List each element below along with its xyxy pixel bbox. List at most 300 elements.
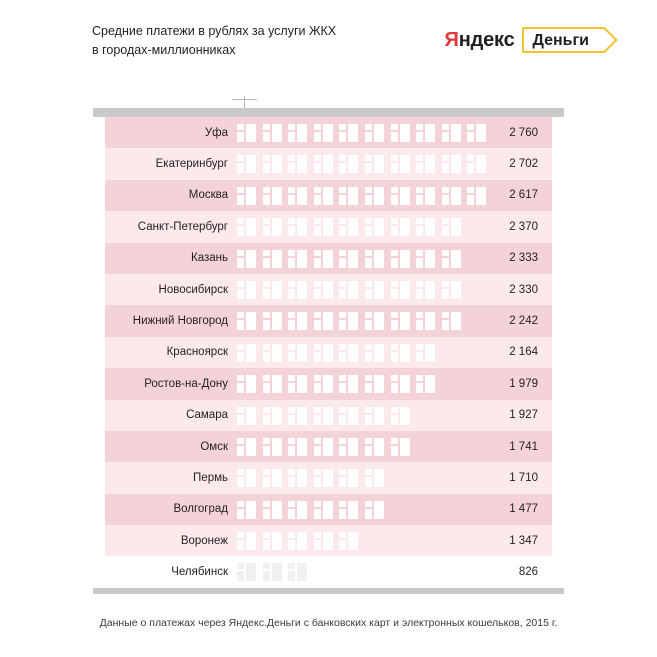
window-unit <box>442 218 461 236</box>
window-unit <box>365 124 384 142</box>
window-unit <box>467 155 486 173</box>
bar-windows <box>237 305 474 336</box>
window-transom <box>339 224 346 226</box>
window-mullion <box>321 438 323 456</box>
page-title-line2: в городах-миллионниках <box>92 43 236 57</box>
window-unit <box>288 563 307 581</box>
window-mullion <box>372 469 374 487</box>
window-mullion <box>295 344 297 362</box>
window-unit <box>263 407 282 425</box>
window-transom <box>288 287 295 289</box>
window-transom <box>467 161 474 163</box>
yandex-money-logo[interactable] <box>445 27 605 53</box>
city-label: Нижний Новгород <box>132 315 228 328</box>
window-transom <box>416 381 423 383</box>
window-unit <box>339 407 358 425</box>
window-unit <box>339 344 358 362</box>
window-unit <box>314 281 333 299</box>
window-transom <box>365 381 372 383</box>
chart-rows <box>105 117 552 588</box>
window-unit <box>237 250 256 268</box>
window-transom <box>288 193 295 195</box>
window-transom <box>339 287 346 289</box>
window-transom <box>288 475 295 477</box>
bar-windows <box>237 525 474 556</box>
window-mullion <box>244 407 246 425</box>
window-mullion <box>398 375 400 393</box>
window-mullion <box>398 187 400 205</box>
city-label: Ростов-на-Дону <box>144 377 228 390</box>
window-transom <box>263 538 270 540</box>
window-transom <box>237 507 244 509</box>
window-mullion <box>346 407 348 425</box>
window-mullion <box>321 281 323 299</box>
window-mullion <box>449 187 451 205</box>
window-transom <box>365 256 372 258</box>
window-unit <box>237 438 256 456</box>
window-transom <box>314 193 321 195</box>
window-transom <box>263 287 270 289</box>
window-mullion <box>321 155 323 173</box>
window-mullion <box>398 218 400 236</box>
window-transom <box>237 475 244 477</box>
window-unit <box>263 250 282 268</box>
window-mullion <box>372 218 374 236</box>
bar-windows <box>237 462 474 493</box>
window-mullion <box>346 532 348 550</box>
window-unit <box>288 469 307 487</box>
table-row <box>105 117 552 148</box>
window-mullion <box>270 250 272 268</box>
window-transom <box>263 130 270 132</box>
window-mullion <box>295 124 297 142</box>
window-unit <box>416 187 435 205</box>
window-mullion <box>423 218 425 236</box>
window-unit <box>288 218 307 236</box>
window-transom <box>365 507 372 509</box>
window-mullion <box>321 218 323 236</box>
bar-windows <box>237 274 474 305</box>
window-mullion <box>474 187 476 205</box>
window-transom <box>237 287 244 289</box>
table-row <box>105 305 552 336</box>
window-mullion <box>295 407 297 425</box>
window-transom <box>237 381 244 383</box>
window-transom <box>288 444 295 446</box>
window-transom <box>442 287 449 289</box>
antenna-icon <box>244 96 245 108</box>
window-mullion <box>270 469 272 487</box>
value-label: 2 702 <box>509 158 538 171</box>
value-label: 1 741 <box>509 440 538 453</box>
window-unit <box>288 532 307 550</box>
window-mullion <box>321 501 323 519</box>
window-transom <box>416 224 423 226</box>
window-mullion <box>244 438 246 456</box>
window-mullion <box>398 312 400 330</box>
window-unit <box>263 532 282 550</box>
window-transom <box>314 350 321 352</box>
window-transom <box>442 130 449 132</box>
value-label: 1 927 <box>509 409 538 422</box>
window-unit <box>263 344 282 362</box>
window-unit <box>442 312 461 330</box>
window-transom <box>391 256 398 258</box>
window-transom <box>263 161 270 163</box>
window-unit <box>339 124 358 142</box>
window-mullion <box>372 124 374 142</box>
window-transom <box>391 130 398 132</box>
window-mullion <box>244 375 246 393</box>
city-label: Омск <box>200 440 228 453</box>
window-transom <box>416 130 423 132</box>
city-label: Уфа <box>204 126 228 139</box>
window-mullion <box>346 218 348 236</box>
window-unit <box>263 438 282 456</box>
window-mullion <box>244 312 246 330</box>
city-label: Москва <box>188 189 228 202</box>
window-transom <box>416 318 423 320</box>
window-unit <box>263 563 282 581</box>
value-label: 1 710 <box>509 471 538 484</box>
window-unit <box>339 187 358 205</box>
window-transom <box>391 413 398 415</box>
window-transom <box>263 193 270 195</box>
table-row <box>105 431 552 462</box>
window-transom <box>467 193 474 195</box>
window-mullion <box>449 312 451 330</box>
window-unit <box>339 250 358 268</box>
window-unit <box>391 375 410 393</box>
window-transom <box>442 256 449 258</box>
window-mullion <box>346 187 348 205</box>
window-transom <box>237 161 244 163</box>
window-transom <box>339 538 346 540</box>
window-mullion <box>372 501 374 519</box>
window-mullion <box>449 155 451 173</box>
bar-windows <box>237 494 474 525</box>
bar-windows <box>237 180 474 211</box>
window-unit <box>416 344 435 362</box>
window-unit <box>314 250 333 268</box>
window-unit <box>365 312 384 330</box>
window-unit <box>339 218 358 236</box>
table-row <box>105 274 552 305</box>
table-row <box>105 337 552 368</box>
window-transom <box>237 413 244 415</box>
window-transom <box>237 256 244 258</box>
window-mullion <box>449 218 451 236</box>
window-mullion <box>474 124 476 142</box>
window-unit <box>288 344 307 362</box>
window-mullion <box>295 187 297 205</box>
window-mullion <box>372 375 374 393</box>
window-mullion <box>270 563 272 581</box>
window-mullion <box>321 407 323 425</box>
window-mullion <box>295 469 297 487</box>
window-unit <box>339 438 358 456</box>
window-mullion <box>295 375 297 393</box>
window-unit <box>288 124 307 142</box>
window-mullion <box>372 344 374 362</box>
window-mullion <box>270 124 272 142</box>
window-unit <box>442 155 461 173</box>
window-unit <box>263 155 282 173</box>
window-transom <box>288 507 295 509</box>
window-mullion <box>398 407 400 425</box>
window-mullion <box>270 281 272 299</box>
window-mullion <box>270 218 272 236</box>
window-unit <box>416 312 435 330</box>
window-mullion <box>295 281 297 299</box>
city-label: Екатеринбург <box>155 158 228 171</box>
window-transom <box>288 224 295 226</box>
window-transom <box>288 413 295 415</box>
window-mullion <box>321 250 323 268</box>
city-label: Воронеж <box>180 534 228 547</box>
window-transom <box>314 256 321 258</box>
window-transom <box>314 413 321 415</box>
window-transom <box>442 224 449 226</box>
header <box>0 0 657 96</box>
window-transom <box>314 287 321 289</box>
window-mullion <box>321 375 323 393</box>
window-unit <box>391 155 410 173</box>
window-unit <box>314 501 333 519</box>
window-mullion <box>372 312 374 330</box>
window-transom <box>288 381 295 383</box>
window-unit <box>416 250 435 268</box>
window-mullion <box>398 344 400 362</box>
window-mullion <box>321 187 323 205</box>
page-title-line1: Средние платежи в рублях за услуги ЖКХ <box>92 24 337 38</box>
window-transom <box>391 381 398 383</box>
city-label: Санкт-Петербург <box>137 220 228 233</box>
window-mullion <box>321 344 323 362</box>
window-mullion <box>346 438 348 456</box>
city-label: Пермь <box>193 471 228 484</box>
window-mullion <box>244 250 246 268</box>
window-mullion <box>295 438 297 456</box>
bar-windows <box>237 368 474 399</box>
window-transom <box>263 256 270 258</box>
window-mullion <box>270 187 272 205</box>
window-transom <box>416 256 423 258</box>
window-unit <box>391 312 410 330</box>
window-unit <box>365 218 384 236</box>
window-mullion <box>346 469 348 487</box>
window-mullion <box>423 375 425 393</box>
window-mullion <box>346 281 348 299</box>
window-mullion <box>295 532 297 550</box>
window-mullion <box>346 312 348 330</box>
window-transom <box>314 381 321 383</box>
window-transom <box>314 130 321 132</box>
window-unit <box>467 187 486 205</box>
window-unit <box>237 563 256 581</box>
window-transom <box>365 130 372 132</box>
window-transom <box>288 256 295 258</box>
window-transom <box>442 161 449 163</box>
window-unit <box>314 218 333 236</box>
window-unit <box>288 281 307 299</box>
window-transom <box>365 193 372 195</box>
window-transom <box>314 507 321 509</box>
window-unit <box>237 407 256 425</box>
window-unit <box>288 407 307 425</box>
table-row <box>105 556 552 587</box>
window-unit <box>237 124 256 142</box>
window-transom <box>314 444 321 446</box>
window-mullion <box>372 281 374 299</box>
window-unit <box>237 187 256 205</box>
window-mullion <box>372 155 374 173</box>
window-mullion <box>321 532 323 550</box>
window-unit <box>391 438 410 456</box>
window-unit <box>237 281 256 299</box>
window-transom <box>365 444 372 446</box>
window-unit <box>263 312 282 330</box>
window-transom <box>365 350 372 352</box>
window-unit <box>288 501 307 519</box>
page-title <box>92 22 422 60</box>
window-transom <box>263 381 270 383</box>
window-mullion <box>244 218 246 236</box>
window-unit <box>416 124 435 142</box>
window-unit <box>442 187 461 205</box>
table-row <box>105 211 552 242</box>
window-transom <box>237 444 244 446</box>
table-row <box>105 148 552 179</box>
window-transom <box>391 318 398 320</box>
value-label: 826 <box>518 566 538 579</box>
window-mullion <box>372 407 374 425</box>
window-transom <box>263 475 270 477</box>
window-mullion <box>295 155 297 173</box>
window-mullion <box>295 563 297 581</box>
window-mullion <box>398 250 400 268</box>
window-transom <box>365 318 372 320</box>
window-transom <box>339 130 346 132</box>
window-mullion <box>244 344 246 362</box>
window-transom <box>237 569 244 571</box>
table-row <box>105 494 552 525</box>
window-mullion <box>244 469 246 487</box>
window-transom <box>365 475 372 477</box>
window-mullion <box>372 187 374 205</box>
table-row <box>105 243 552 274</box>
window-transom <box>263 350 270 352</box>
window-transom <box>314 161 321 163</box>
yandex-wordmark-red-letter: Я <box>444 28 459 51</box>
window-mullion <box>346 375 348 393</box>
window-unit <box>237 218 256 236</box>
window-transom <box>263 224 270 226</box>
value-label: 2 330 <box>509 283 538 296</box>
window-unit <box>314 187 333 205</box>
window-unit <box>339 312 358 330</box>
window-transom <box>416 287 423 289</box>
window-unit <box>365 438 384 456</box>
window-transom <box>416 193 423 195</box>
bar-windows <box>237 117 474 148</box>
window-transom <box>314 318 321 320</box>
footer-note: Данные о платежах через Яндекс.Деньги с банковских карт и электронных кошельков, 2015 г. <box>99 617 558 629</box>
window-mullion <box>372 250 374 268</box>
window-transom <box>288 569 295 571</box>
money-wordmark: Деньги <box>522 27 606 53</box>
window-mullion <box>270 312 272 330</box>
window-unit <box>365 281 384 299</box>
bar-windows <box>237 556 474 587</box>
yandex-wordmark <box>445 29 515 52</box>
window-unit <box>339 375 358 393</box>
window-transom <box>339 350 346 352</box>
window-unit <box>467 124 486 142</box>
window-mullion <box>244 124 246 142</box>
window-mullion <box>449 281 451 299</box>
window-unit <box>365 187 384 205</box>
window-transom <box>339 256 346 258</box>
window-transom <box>288 161 295 163</box>
window-transom <box>237 224 244 226</box>
bar-windows <box>237 211 474 242</box>
window-unit <box>263 501 282 519</box>
value-label: 2 370 <box>509 220 538 233</box>
window-mullion <box>244 281 246 299</box>
window-transom <box>237 538 244 540</box>
window-transom <box>314 224 321 226</box>
window-unit <box>263 124 282 142</box>
window-transom <box>365 287 372 289</box>
table-row <box>105 525 552 556</box>
yandex-wordmark-rest: ндекс <box>458 28 515 51</box>
window-transom <box>442 318 449 320</box>
window-unit <box>314 532 333 550</box>
window-transom <box>365 413 372 415</box>
window-mullion <box>270 155 272 173</box>
table-row <box>105 400 552 431</box>
window-mullion <box>423 187 425 205</box>
window-transom <box>416 350 423 352</box>
window-mullion <box>295 250 297 268</box>
window-unit <box>365 250 384 268</box>
window-mullion <box>423 155 425 173</box>
window-mullion <box>295 218 297 236</box>
bar-windows <box>237 243 474 274</box>
window-transom <box>365 161 372 163</box>
window-transom <box>467 130 474 132</box>
window-mullion <box>346 501 348 519</box>
window-mullion <box>244 187 246 205</box>
bar-windows <box>237 337 474 368</box>
window-mullion <box>398 155 400 173</box>
building-roof <box>93 108 564 117</box>
window-transom <box>263 444 270 446</box>
table-row <box>105 180 552 211</box>
window-mullion <box>321 124 323 142</box>
window-unit <box>416 155 435 173</box>
window-mullion <box>372 438 374 456</box>
window-unit <box>391 344 410 362</box>
table-row <box>105 462 552 493</box>
window-transom <box>339 507 346 509</box>
window-transom <box>391 444 398 446</box>
window-mullion <box>423 344 425 362</box>
window-unit <box>442 250 461 268</box>
window-transom <box>339 193 346 195</box>
window-unit <box>237 501 256 519</box>
